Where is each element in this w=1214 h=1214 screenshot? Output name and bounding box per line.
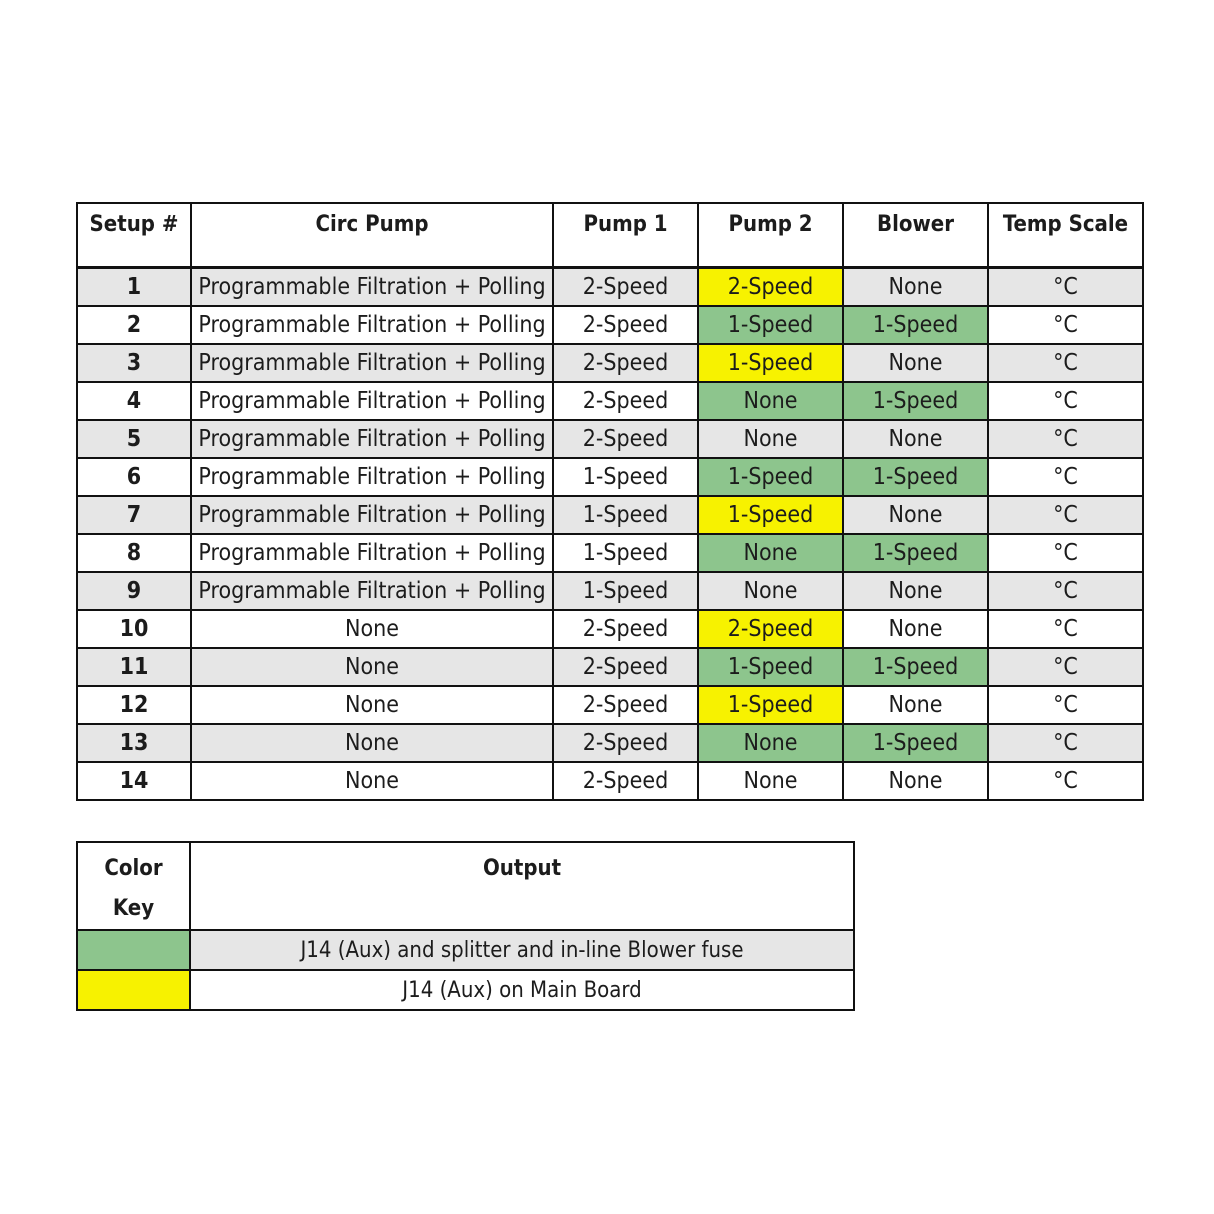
blower-cell: None [843,268,988,307]
temp-scale-cell: °C [988,572,1143,610]
header-color-key-line2: Key [112,896,155,921]
table-row [77,762,1143,800]
circ-pump-cell: Programmable Filtration + Polling [191,344,553,382]
pump-2-cell: None [698,572,843,610]
color-key-row [77,970,854,1010]
circ-pump-cell: Programmable Filtration + Polling [191,496,553,534]
table-row [77,420,1143,458]
setup-number-cell: 12 [77,686,191,724]
setup-number-cell: 7 [77,496,191,534]
color-key-header-row [77,842,854,930]
setup-number-cell: 13 [77,724,191,762]
table-row [77,724,1143,762]
pump-2-cell: 2-Speed [698,268,843,307]
temp-scale-cell: °C [988,610,1143,648]
setup-table-header-row [77,203,1143,268]
header-pump-2: Pump 2 [698,203,843,268]
pump-1-cell: 2-Speed [553,344,698,382]
temp-scale-cell: °C [988,420,1143,458]
green-swatch [77,930,190,970]
table-row [77,496,1143,534]
circ-pump-cell: Programmable Filtration + Polling [191,382,553,420]
blower-cell: 1-Speed [843,458,988,496]
color-key-output: J14 (Aux) on Main Board [190,970,854,1010]
setup-number-cell: 8 [77,534,191,572]
table-row [77,268,1143,307]
blower-cell: None [843,496,988,534]
pump-2-cell: 2-Speed [698,610,843,648]
table-row [77,648,1143,686]
circ-pump-cell: None [191,686,553,724]
temp-scale-cell: °C [988,496,1143,534]
pump-2-cell: None [698,382,843,420]
setup-number-cell: 3 [77,344,191,382]
temp-scale-cell: °C [988,382,1143,420]
pump-1-cell: 2-Speed [553,382,698,420]
pump-1-cell: 2-Speed [553,686,698,724]
circ-pump-cell: None [191,724,553,762]
table-row [77,534,1143,572]
table-row [77,306,1143,344]
blower-cell: 1-Speed [843,648,988,686]
temp-scale-cell: °C [988,762,1143,800]
pump-1-cell: 2-Speed [553,420,698,458]
header-pump-1: Pump 1 [553,203,698,268]
blower-cell: None [843,686,988,724]
blower-cell: None [843,610,988,648]
circ-pump-cell: Programmable Filtration + Polling [191,458,553,496]
setup-number-cell: 10 [77,610,191,648]
circ-pump-cell: Programmable Filtration + Polling [191,268,553,307]
pump-2-cell: 1-Speed [698,306,843,344]
circ-pump-cell: None [191,648,553,686]
color-key-output: J14 (Aux) and splitter and in-line Blower fuse [190,930,854,970]
temp-scale-cell: °C [988,268,1143,307]
blower-cell: 1-Speed [843,724,988,762]
setup-table-body [77,268,1143,801]
table-row [77,610,1143,648]
header-circ-pump: Circ Pump [191,203,553,268]
circ-pump-cell: Programmable Filtration + Polling [191,534,553,572]
circ-pump-cell: Programmable Filtration + Polling [191,572,553,610]
setup-number-cell: 6 [77,458,191,496]
blower-cell: None [843,420,988,458]
circ-pump-cell: None [191,762,553,800]
pump-1-cell: 2-Speed [553,610,698,648]
pump-2-cell: 1-Speed [698,496,843,534]
header-color-key [77,842,190,930]
circ-pump-cell: Programmable Filtration + Polling [191,420,553,458]
blower-cell: None [843,762,988,800]
temp-scale-cell: °C [988,648,1143,686]
temp-scale-cell: °C [988,534,1143,572]
color-key-row [77,930,854,970]
setup-number-cell: 2 [77,306,191,344]
circ-pump-cell: Programmable Filtration + Polling [191,306,553,344]
blower-cell: None [843,344,988,382]
blower-cell: 1-Speed [843,534,988,572]
pump-1-cell: 1-Speed [553,458,698,496]
circ-pump-cell: None [191,610,553,648]
pump-2-cell: 1-Speed [698,458,843,496]
yellow-swatch [77,970,190,1010]
header-blower: Blower [843,203,988,268]
pump-1-cell: 1-Speed [553,572,698,610]
header-temp-scale: Temp Scale [988,203,1143,268]
temp-scale-cell: °C [988,724,1143,762]
pump-1-cell: 2-Speed [553,762,698,800]
header-color-key-line1: Color [104,856,163,881]
blower-cell: 1-Speed [843,382,988,420]
table-row [77,458,1143,496]
color-key-table [76,841,855,1011]
pump-2-cell: None [698,534,843,572]
pump-1-cell: 2-Speed [553,648,698,686]
pump-2-cell: None [698,724,843,762]
temp-scale-cell: °C [988,344,1143,382]
pump-1-cell: 2-Speed [553,268,698,307]
setup-number-cell: 11 [77,648,191,686]
setup-number-cell: 1 [77,268,191,307]
temp-scale-cell: °C [988,458,1143,496]
temp-scale-cell: °C [988,686,1143,724]
header-output: Output [190,842,854,930]
pump-1-cell: 1-Speed [553,496,698,534]
blower-cell: None [843,572,988,610]
table-row [77,344,1143,382]
pump-2-cell: None [698,762,843,800]
pump-1-cell: 1-Speed [553,534,698,572]
table-row [77,686,1143,724]
pump-1-cell: 2-Speed [553,724,698,762]
pump-2-cell: 1-Speed [698,648,843,686]
setup-number-cell: 9 [77,572,191,610]
table-row [77,572,1143,610]
blower-cell: 1-Speed [843,306,988,344]
table-row [77,382,1143,420]
pump-2-cell: 1-Speed [698,344,843,382]
setup-number-cell: 5 [77,420,191,458]
setup-number-cell: 4 [77,382,191,420]
pump-1-cell: 2-Speed [553,306,698,344]
pump-2-cell: None [698,420,843,458]
temp-scale-cell: °C [988,306,1143,344]
pump-2-cell: 1-Speed [698,686,843,724]
header-setup-number: Setup # [77,203,191,268]
setup-number-cell: 14 [77,762,191,800]
setup-table [76,202,1144,801]
